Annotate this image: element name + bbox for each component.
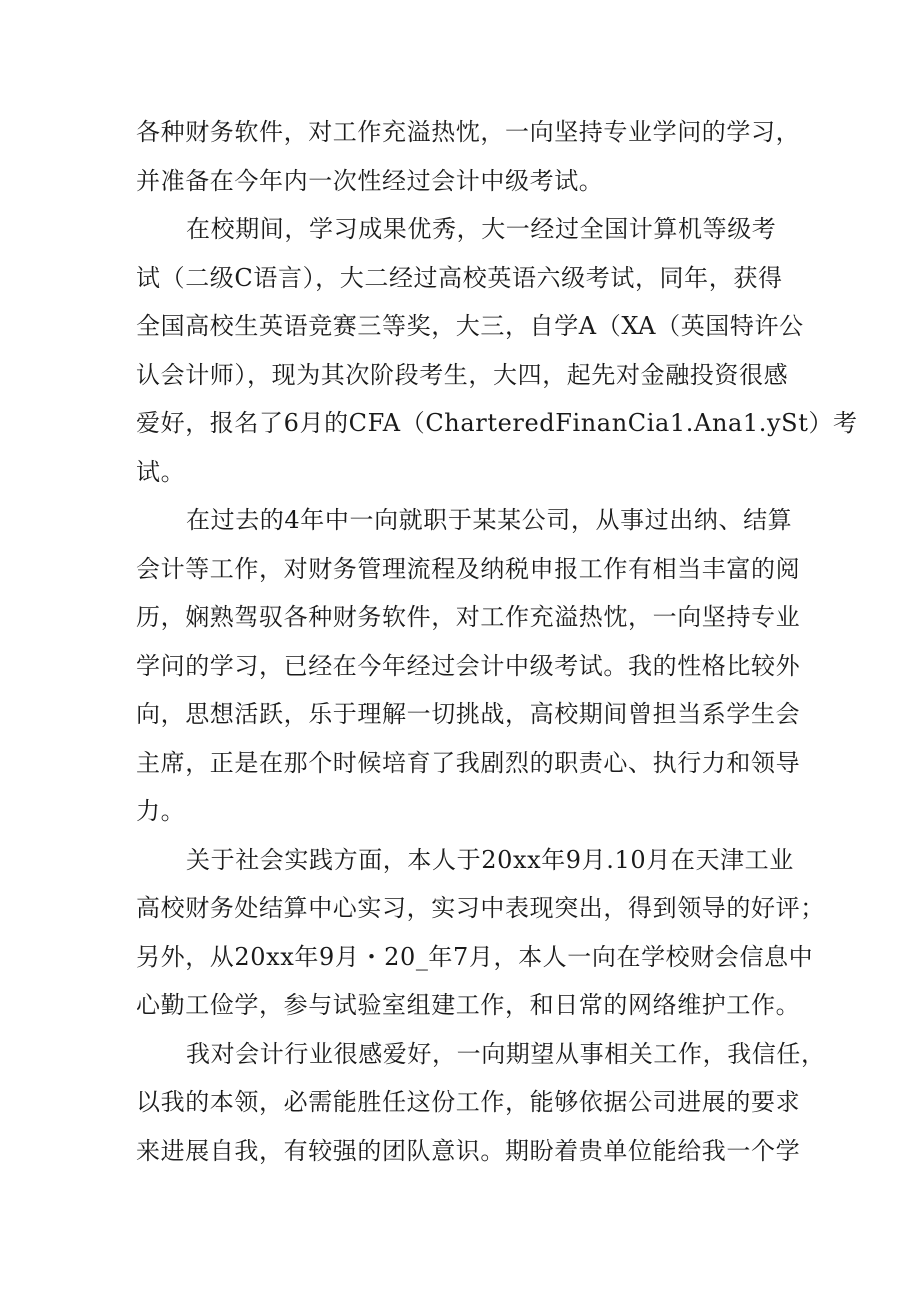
document-body [136, 108, 858, 1175]
paragraph-3 [136, 496, 801, 836]
text-line: 力。 [136, 797, 186, 825]
text-line: 关于社会实践方面，本人于20xx年9月.10月在天津工业 [186, 845, 794, 874]
text-line: 高校财务处结算中心实习，实习中表现突出，得到领导的好评； [136, 894, 825, 922]
text-line: 并准备在今年内一次性经过会计中级考试。 [136, 166, 604, 195]
text-line: 另外，从20xx年9月・20_年7月，本人一向在学校财会信息中 [136, 942, 814, 971]
text-line: 来进展自我，有较强的团队意识。期盼着贵单位能给我一个学 [136, 1136, 801, 1165]
paragraph-1 [136, 108, 801, 205]
text-line: 主席，正是在那个时候培育了我剧烈的职责心、执行力和领导 [136, 748, 801, 777]
text-line: 试。 [136, 457, 186, 486]
paragraph-2 [136, 205, 858, 496]
text-line: 向，思想活跃，乐于理解一切挑战，高校期间曾担当系学生会 [136, 700, 801, 728]
text-line: 各种财务软件，对工作充溢热忱，一向坚持专业学问的学习， [136, 118, 801, 146]
text-line: 以我的本领，必需能胜任这份工作，能够依据公司进展的要求 [136, 1088, 801, 1116]
text-line: 心勤工俭学，参与试验室组建工作，和日常的网络维护工作。 [136, 991, 801, 1019]
text-line: 会计等工作，对财务管理流程及纳税申报工作有相当丰富的阅 [136, 554, 801, 583]
text-line: 学问的学习，已经在今年经过会计中级考试。我的性格比较外 [136, 651, 801, 680]
paragraph-4 [136, 836, 825, 1030]
text-line: 认会计师），现为其次阶段考生，大四，起先对金融投资很感 [136, 360, 789, 389]
text-line: 在校期间，学习成果优秀，大一经过全国计算机等级考 [186, 215, 777, 243]
text-line: 历，娴熟驾驭各种财务软件，对工作充溢热忱，一向坚持专业 [136, 603, 801, 631]
text-line: 在过去的4年中一向就职于某某公司，从事过出纳、结算 [186, 506, 793, 534]
text-line: 试（二级C语言），大二经过高校英语六级考试，同年，获得 [136, 263, 783, 292]
text-line: 爱好，报名了6月的CFA（CharteredFinanCia1.Ana1.ySt）考 [136, 409, 858, 437]
text-line: 我对会计行业很感爱好，一向期望从事相关工作，我信任， [186, 1039, 826, 1068]
text-line: 全国高校生英语竞赛三等奖，大三，自学A（XA（英国特许公 [136, 312, 804, 340]
paragraph-5 [136, 1030, 826, 1176]
